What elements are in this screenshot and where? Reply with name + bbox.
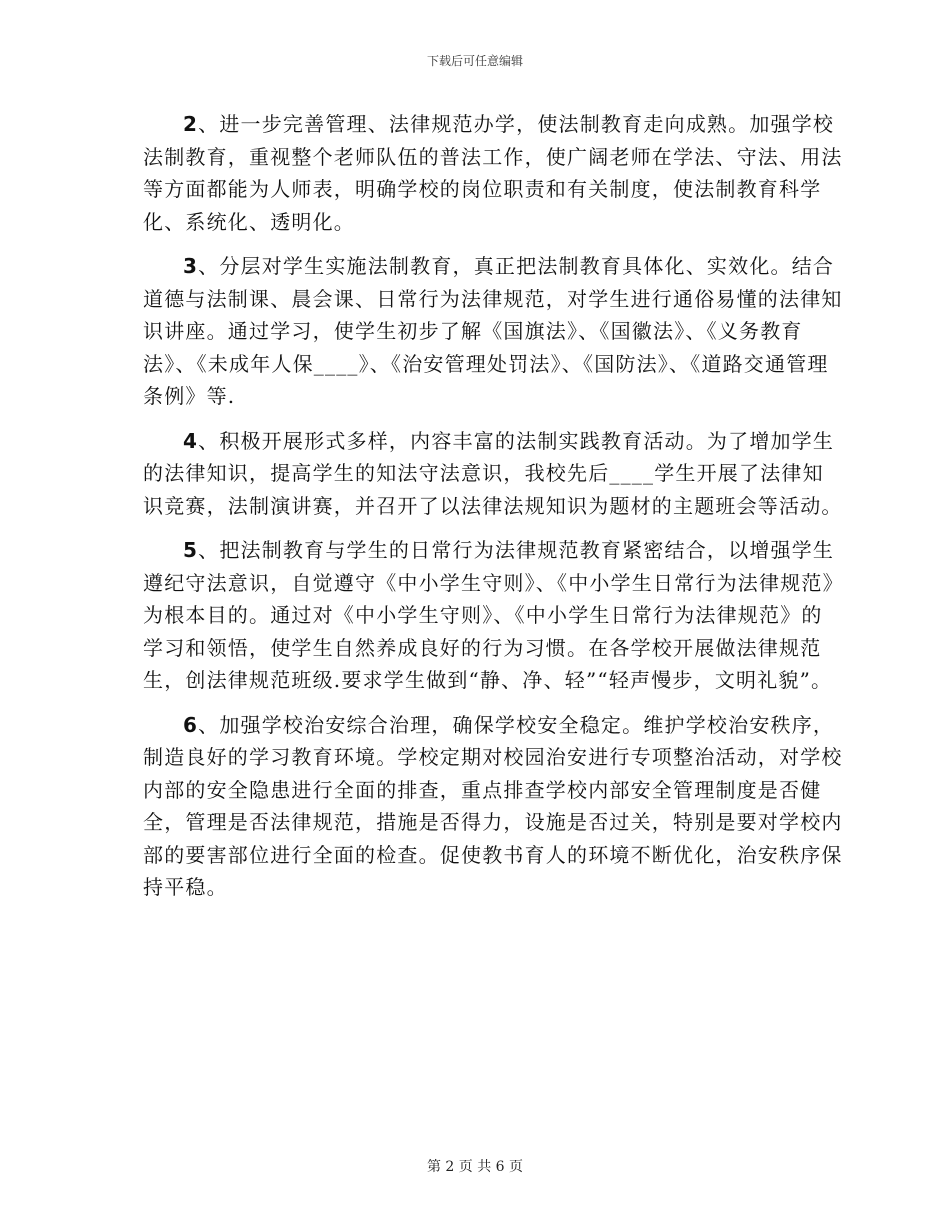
paragraph-number: 6 [183, 712, 199, 737]
page-footer: 第 2 页 共 6 页 [426, 1159, 524, 1175]
paragraph-text: 、分层对学生实施法制教育，真正把法制教育具体化、实效化。结合道德与法制课、晨会课、日常行为法律规范，对学生进行通俗易懂的法律知识讲座。通过学习，使学生初步了解《国旗法》、《国徽法》、《义务教育法》、《未成年人保____》、《治安管理处罚法》、《国防法》、《道路交通管理条例》等. [143, 254, 843, 408]
paragraph-text: 、进一步完善管理、法律规范办学，使法制教育走向成熟。加强学校法制教育，重视整个老师队伍的普法工作，使广阔老师在学法、守法、用法等方面都能为人师表，明确学校的岗位职责和有关制度，使法制教育科学化、系统化、透明化。 [143, 112, 843, 234]
paragraph-4 [143, 425, 843, 523]
paragraph-text: 、把法制教育与学生的日常行为法律规范教育紧密结合，以增强学生遵纪守法意识，自觉遵守《中小学生守则》、《中小学生日常行为法律规范》为根本目的。通过对《中小学生守则》、《中小学生日常行为法律规范》的学习和领悟，使学生自然养成良好的行为习惯。在各学校开展做法律规范生，创法律规范班级.要求学生做到“静、净、轻”“轻声慢步，文明礼貌”。 [143, 538, 835, 692]
paragraph-3 [143, 250, 843, 413]
paragraph-text: 、积极开展形式多样，内容丰富的法制实践教育活动。为了增加学生的法律知识，提高学生的知法守法意识，我校先后____学生开展了法律知识竞赛，法制演讲赛，并召开了以法律法规知识为题材的主题班会等活动。 [143, 428, 843, 518]
paragraph-number: 5 [183, 538, 199, 562]
paragraph-number: 2 [183, 112, 199, 136]
paragraph-number: 3 [183, 254, 199, 278]
paragraph-5 [143, 534, 843, 697]
paragraph-number: 4 [183, 428, 199, 453]
document-body [143, 108, 843, 916]
paragraph-2 [143, 108, 843, 238]
paragraph-text: 、加强学校治安综合治理，确保学校安全稳定。维护学校治安秩序，制造良好的学习教育环境。学校定期对校园治安进行专项整治活动，对学校内部的安全隐患进行全面的排查，重点排查学校内部安全管理制度是否健全，管理是否法律规范，措施是否得力，设施是否过关，特别是要对学校内部的要害部位进行全面的检查。促使教书育人的环境不断优化，治安秩序保持平稳。 [143, 712, 843, 899]
paragraph-6 [143, 709, 843, 904]
page-header-note: 下载后可任意编辑 [426, 54, 523, 68]
